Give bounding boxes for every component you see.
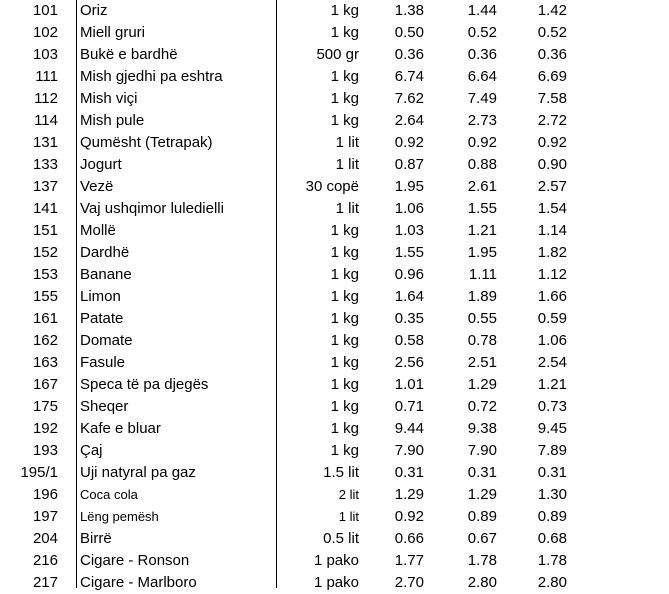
cell-code: 162 — [32, 332, 58, 349]
cell-name: Çaj — [80, 442, 103, 459]
cell-code: 196 — [32, 486, 58, 503]
table-row — [0, 352, 669, 374]
cell-unit: 1 kg — [330, 24, 359, 41]
cell-p3: 7.58 — [537, 90, 567, 107]
cell-p1: 7.62 — [394, 90, 424, 107]
cell-unit: 1.5 lit — [323, 464, 359, 481]
cell-code: 197 — [32, 508, 58, 525]
cell-p1: 0.71 — [394, 398, 424, 415]
cell-p3: 2.54 — [537, 354, 567, 371]
table-row — [0, 154, 669, 176]
cell-code: 163 — [32, 354, 58, 371]
cell-code: 114 — [34, 112, 58, 129]
cell-code: 112 — [34, 90, 58, 107]
cell-p3: 1.54 — [537, 200, 567, 217]
cell-code: 217 — [32, 574, 58, 591]
cell-unit: 30 copë — [305, 178, 359, 195]
cell-p3: 9.45 — [537, 420, 567, 437]
cell-p3: 0.92 — [537, 134, 567, 151]
cell-p3: 0.52 — [537, 24, 567, 41]
cell-unit: 1 lit — [335, 134, 359, 151]
cell-p1: 1.77 — [394, 552, 424, 569]
cell-name: Mollë — [80, 222, 116, 239]
cell-unit: 1 kg — [330, 90, 359, 107]
cell-p2: 0.88 — [467, 156, 497, 173]
cell-p2: 1.29 — [467, 376, 497, 393]
cell-unit: 1 kg — [330, 266, 359, 283]
cell-name: Patate — [80, 310, 124, 327]
cell-unit: 1 kg — [330, 420, 359, 437]
cell-code: 152 — [32, 244, 58, 261]
cell-name: Mish gjedhi pa eshtra — [80, 68, 223, 85]
cell-p1: 0.87 — [394, 156, 424, 173]
cell-p3: 0.68 — [537, 530, 567, 547]
table-row — [0, 528, 669, 550]
cell-unit: 1 kg — [330, 68, 359, 85]
cell-code: 102 — [32, 24, 58, 41]
cell-p3: 0.36 — [537, 46, 567, 63]
table-row — [0, 44, 669, 66]
cell-p2: 9.38 — [467, 420, 497, 437]
cell-p3: 1.14 — [537, 222, 567, 239]
cell-code: 216 — [32, 552, 58, 569]
cell-name: Dardhë — [80, 244, 130, 261]
cell-code: 195/1 — [20, 464, 58, 481]
table-row — [0, 308, 669, 330]
cell-p3: 2.72 — [537, 112, 567, 129]
table-row — [0, 0, 669, 22]
cell-p1: 1.03 — [394, 222, 424, 239]
cell-name: Oriz — [80, 2, 108, 19]
cell-p2: 1.89 — [467, 288, 497, 305]
cell-name: Limon — [80, 288, 121, 305]
table-row — [0, 66, 669, 88]
table-row — [0, 550, 669, 572]
cell-code: 204 — [32, 530, 58, 547]
table-row — [0, 374, 669, 396]
cell-p3: 2.57 — [537, 178, 567, 195]
cell-p2: 1.95 — [467, 244, 497, 261]
cell-name: Mish viçi — [80, 90, 138, 107]
cell-unit: 1 kg — [330, 398, 359, 415]
table-row — [0, 462, 669, 484]
cell-p2: 2.61 — [467, 178, 497, 195]
cell-p1: 0.31 — [394, 464, 424, 481]
cell-p1: 6.74 — [394, 68, 424, 85]
cell-p2: 1.29 — [467, 486, 497, 503]
table-row — [0, 110, 669, 132]
cell-code: 101 — [32, 2, 58, 19]
cell-p1: 1.01 — [394, 376, 424, 393]
cell-p2: 7.49 — [467, 90, 497, 107]
cell-p1: 2.64 — [394, 112, 424, 129]
cell-unit: 0.5 lit — [323, 530, 359, 547]
cell-p1: 1.29 — [394, 486, 424, 503]
cell-p2: 0.36 — [467, 46, 497, 63]
cell-name: Domate — [80, 332, 133, 349]
cell-name: Cigare - Marlboro — [80, 574, 197, 591]
cell-p2: 0.52 — [467, 24, 497, 41]
table-row — [0, 572, 669, 594]
cell-code: 167 — [32, 376, 58, 393]
cell-p1: 0.92 — [394, 508, 424, 525]
table-row — [0, 132, 669, 154]
table-row — [0, 198, 669, 220]
cell-unit: 1 lit — [338, 509, 359, 524]
cell-unit: 1 lit — [335, 200, 359, 217]
cell-p2: 1.78 — [467, 552, 497, 569]
cell-unit: 1 kg — [330, 112, 359, 129]
cell-p3: 1.30 — [537, 486, 567, 503]
cell-p2: 0.89 — [467, 508, 497, 525]
cell-p2: 1.21 — [467, 222, 497, 239]
cell-p1: 9.44 — [394, 420, 424, 437]
cell-unit: 1 kg — [330, 288, 359, 305]
cell-name: Sheqer — [80, 398, 129, 415]
cell-name: Mish pule — [80, 112, 145, 129]
cell-unit: 1 kg — [330, 222, 359, 239]
cell-code: 131 — [32, 134, 58, 151]
cell-p1: 0.35 — [394, 310, 424, 327]
cell-p3: 0.73 — [537, 398, 567, 415]
cell-p1: 1.64 — [394, 288, 424, 305]
cell-name: Miell gruri — [80, 24, 146, 41]
cell-p1: 0.50 — [394, 24, 424, 41]
cell-p2: 0.31 — [467, 464, 497, 481]
table-row — [0, 440, 669, 462]
cell-p2: 2.51 — [467, 354, 497, 371]
cell-p1: 7.90 — [394, 442, 424, 459]
cell-p2: 0.72 — [467, 398, 497, 415]
cell-p3: 0.90 — [537, 156, 567, 173]
cell-p3: 7.89 — [537, 442, 567, 459]
cell-p3: 2.80 — [537, 574, 567, 591]
cell-p1: 1.95 — [394, 178, 424, 195]
cell-p3: 1.82 — [537, 244, 567, 261]
cell-unit: 500 gr — [316, 46, 359, 63]
cell-p1: 0.66 — [394, 530, 424, 547]
cell-name: Banane — [80, 266, 132, 283]
cell-p3: 0.31 — [537, 464, 567, 481]
cell-name: Vezë — [80, 178, 114, 195]
cell-code: 192 — [32, 420, 58, 437]
cell-p3: 1.78 — [537, 552, 567, 569]
cell-name: Speca të pa djegës — [80, 376, 209, 393]
cell-p2: 1.55 — [467, 200, 497, 217]
cell-unit: 1 kg — [330, 442, 359, 459]
cell-p2: 6.64 — [467, 68, 497, 85]
cell-p3: 1.12 — [537, 266, 567, 283]
cell-name: Uji natyral pa gaz — [80, 464, 196, 481]
cell-unit: 1 kg — [330, 310, 359, 327]
cell-p2: 0.55 — [467, 310, 497, 327]
cell-name: Vaj ushqimor luledielli — [80, 200, 224, 217]
cell-p2: 1.11 — [468, 266, 497, 283]
cell-p1: 0.58 — [394, 332, 424, 349]
cell-code: 137 — [32, 178, 58, 195]
table-row — [0, 418, 669, 440]
cell-unit: 1 pako — [313, 552, 359, 569]
cell-name: Cigare - Ronson — [80, 552, 190, 569]
cell-p1: 1.06 — [394, 200, 424, 217]
cell-name: Bukë e bardhë — [80, 46, 178, 63]
cell-unit: 1 kg — [330, 332, 359, 349]
cell-code: 111 — [35, 68, 58, 85]
cell-unit: 1 kg — [330, 376, 359, 393]
cell-code: 155 — [32, 288, 58, 305]
cell-name: Coca cola — [80, 487, 138, 502]
cell-p3: 1.66 — [537, 288, 567, 305]
cell-p3: 0.89 — [537, 508, 567, 525]
cell-name: Jogurt — [80, 156, 122, 173]
cell-code: 153 — [32, 266, 58, 283]
cell-unit: 1 pako — [313, 574, 359, 591]
cell-p1: 2.56 — [394, 354, 424, 371]
cell-unit: 1 kg — [330, 2, 359, 19]
table-row — [0, 330, 669, 352]
cell-p1: 1.38 — [394, 2, 424, 19]
table-row — [0, 286, 669, 308]
cell-p1: 0.96 — [394, 266, 424, 283]
cell-p3: 6.69 — [537, 68, 567, 85]
cell-p1: 2.70 — [394, 574, 424, 591]
cell-name: Birrë — [80, 530, 112, 547]
cell-unit: 1 kg — [330, 244, 359, 261]
cell-p2: 1.44 — [467, 2, 497, 19]
cell-p1: 1.55 — [394, 244, 424, 261]
cell-p2: 7.90 — [467, 442, 497, 459]
cell-p2: 0.78 — [467, 332, 497, 349]
cell-p3: 1.42 — [537, 2, 567, 19]
cell-unit: 1 kg — [330, 354, 359, 371]
cell-code: 151 — [32, 222, 58, 239]
cell-p2: 0.92 — [467, 134, 497, 151]
table-row — [0, 264, 669, 286]
cell-code: 103 — [32, 46, 58, 63]
cell-code: 133 — [32, 156, 58, 173]
table-row — [0, 22, 669, 44]
cell-p1: 0.36 — [394, 46, 424, 63]
cell-p2: 2.73 — [467, 112, 497, 129]
table-row — [0, 396, 669, 418]
table-row — [0, 242, 669, 264]
table-row — [0, 176, 669, 198]
cell-code: 175 — [32, 398, 58, 415]
cell-unit: 2 lit — [338, 487, 359, 502]
cell-code: 193 — [32, 442, 58, 459]
cell-p3: 0.59 — [537, 310, 567, 327]
cell-p2: 0.67 — [467, 530, 497, 547]
table-row — [0, 88, 669, 110]
cell-p3: 1.06 — [537, 332, 567, 349]
cell-p2: 2.80 — [467, 574, 497, 591]
cell-code: 141 — [32, 200, 58, 217]
cell-name: Lëng pemësh — [80, 509, 159, 524]
cell-p1: 0.92 — [394, 134, 424, 151]
cell-unit: 1 lit — [335, 156, 359, 173]
cell-code: 161 — [32, 310, 58, 327]
cell-name: Kafe e bluar — [80, 420, 161, 437]
table-row — [0, 506, 669, 528]
cell-p3: 1.21 — [537, 376, 567, 393]
table-row — [0, 484, 669, 506]
table-row — [0, 220, 669, 242]
cell-name: Qumësht (Tetrapak) — [80, 134, 213, 151]
cell-name: Fasule — [80, 354, 126, 371]
